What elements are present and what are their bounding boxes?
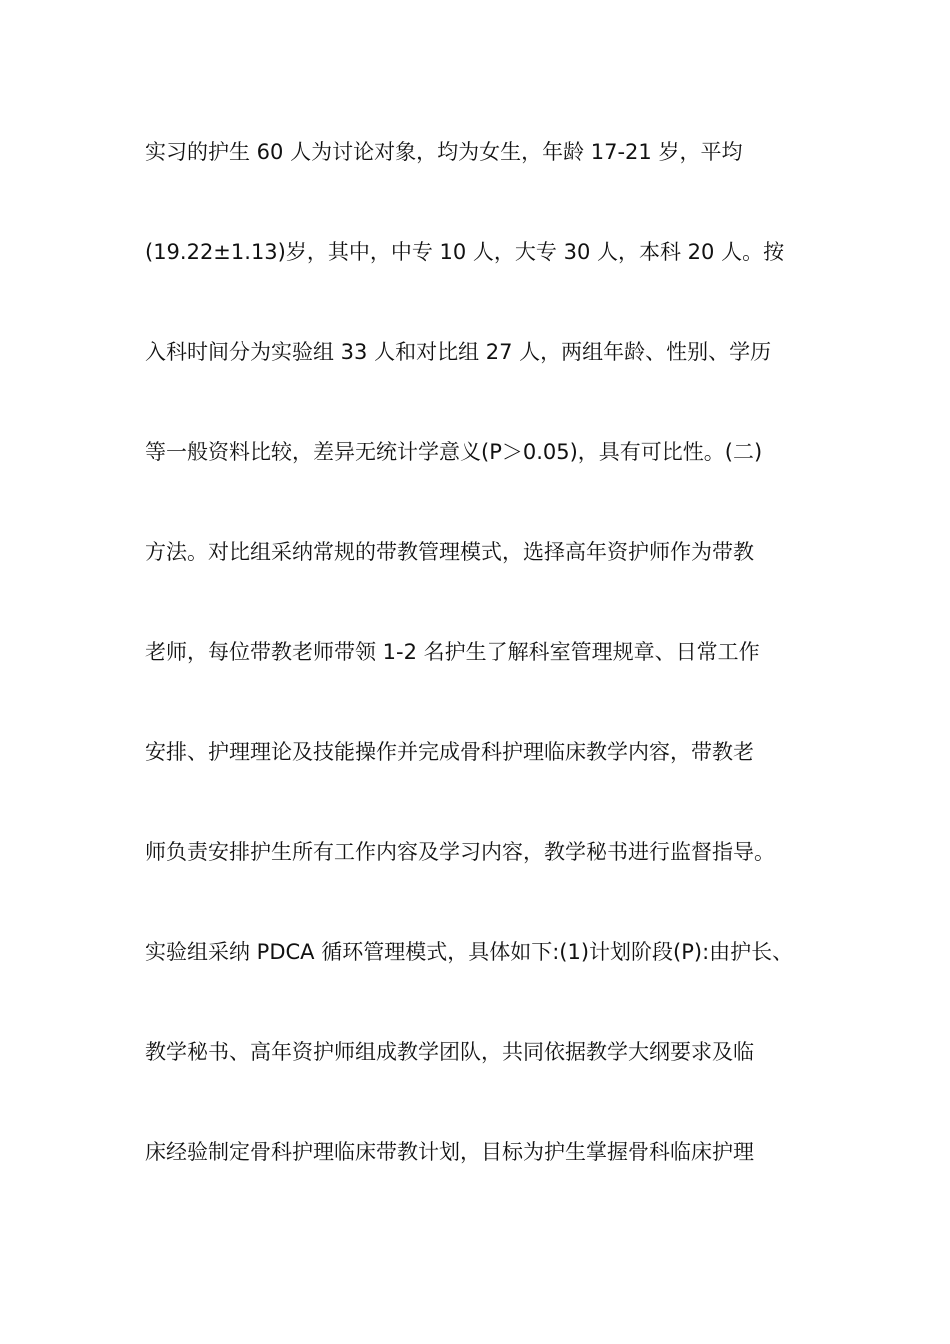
paragraph-line: 安排、护理理论及技能操作并完成骨科护理临床教学内容，带教老 <box>145 740 754 764</box>
paragraph-line: 老师，每位带教老师带领 1-2 名护生了解科室管理规章、日常工作 <box>145 640 760 664</box>
paragraph-line: 入科时间分为实验组 33 人和对比组 27 人，两组年龄、性别、学历 <box>145 340 772 364</box>
paragraph-line: 师负责安排护生所有工作内容及学习内容，教学秘书进行监督指导。 <box>145 840 775 864</box>
paragraph-line: 实验组采纳 PDCA 循环管理模式，具体如下:(1)计划阶段(P):由护长、 <box>145 940 794 964</box>
paragraph-line: 实习的护生 60 人为讨论对象，均为女生，年龄 17-21 岁，平均 <box>145 140 743 164</box>
paragraph-line: 床经验制定骨科护理临床带教计划，目标为护生掌握骨科临床护理 <box>145 1140 754 1164</box>
paragraph-line: 教学秘书、高年资护师组成教学团队，共同依据教学大纲要求及临 <box>145 1040 754 1064</box>
paragraph-line: 方法。对比组采纳常规的带教管理模式，选择高年资护师作为带教 <box>145 540 754 564</box>
paragraph-line: (19.22±1.13)岁，其中，中专 10 人，大专 30 人，本科 20 人。按 <box>145 240 785 264</box>
paragraph-line: 等一般资料比较，差异无统计学意义(P＞0.05)，具有可比性。(二) <box>145 440 763 464</box>
